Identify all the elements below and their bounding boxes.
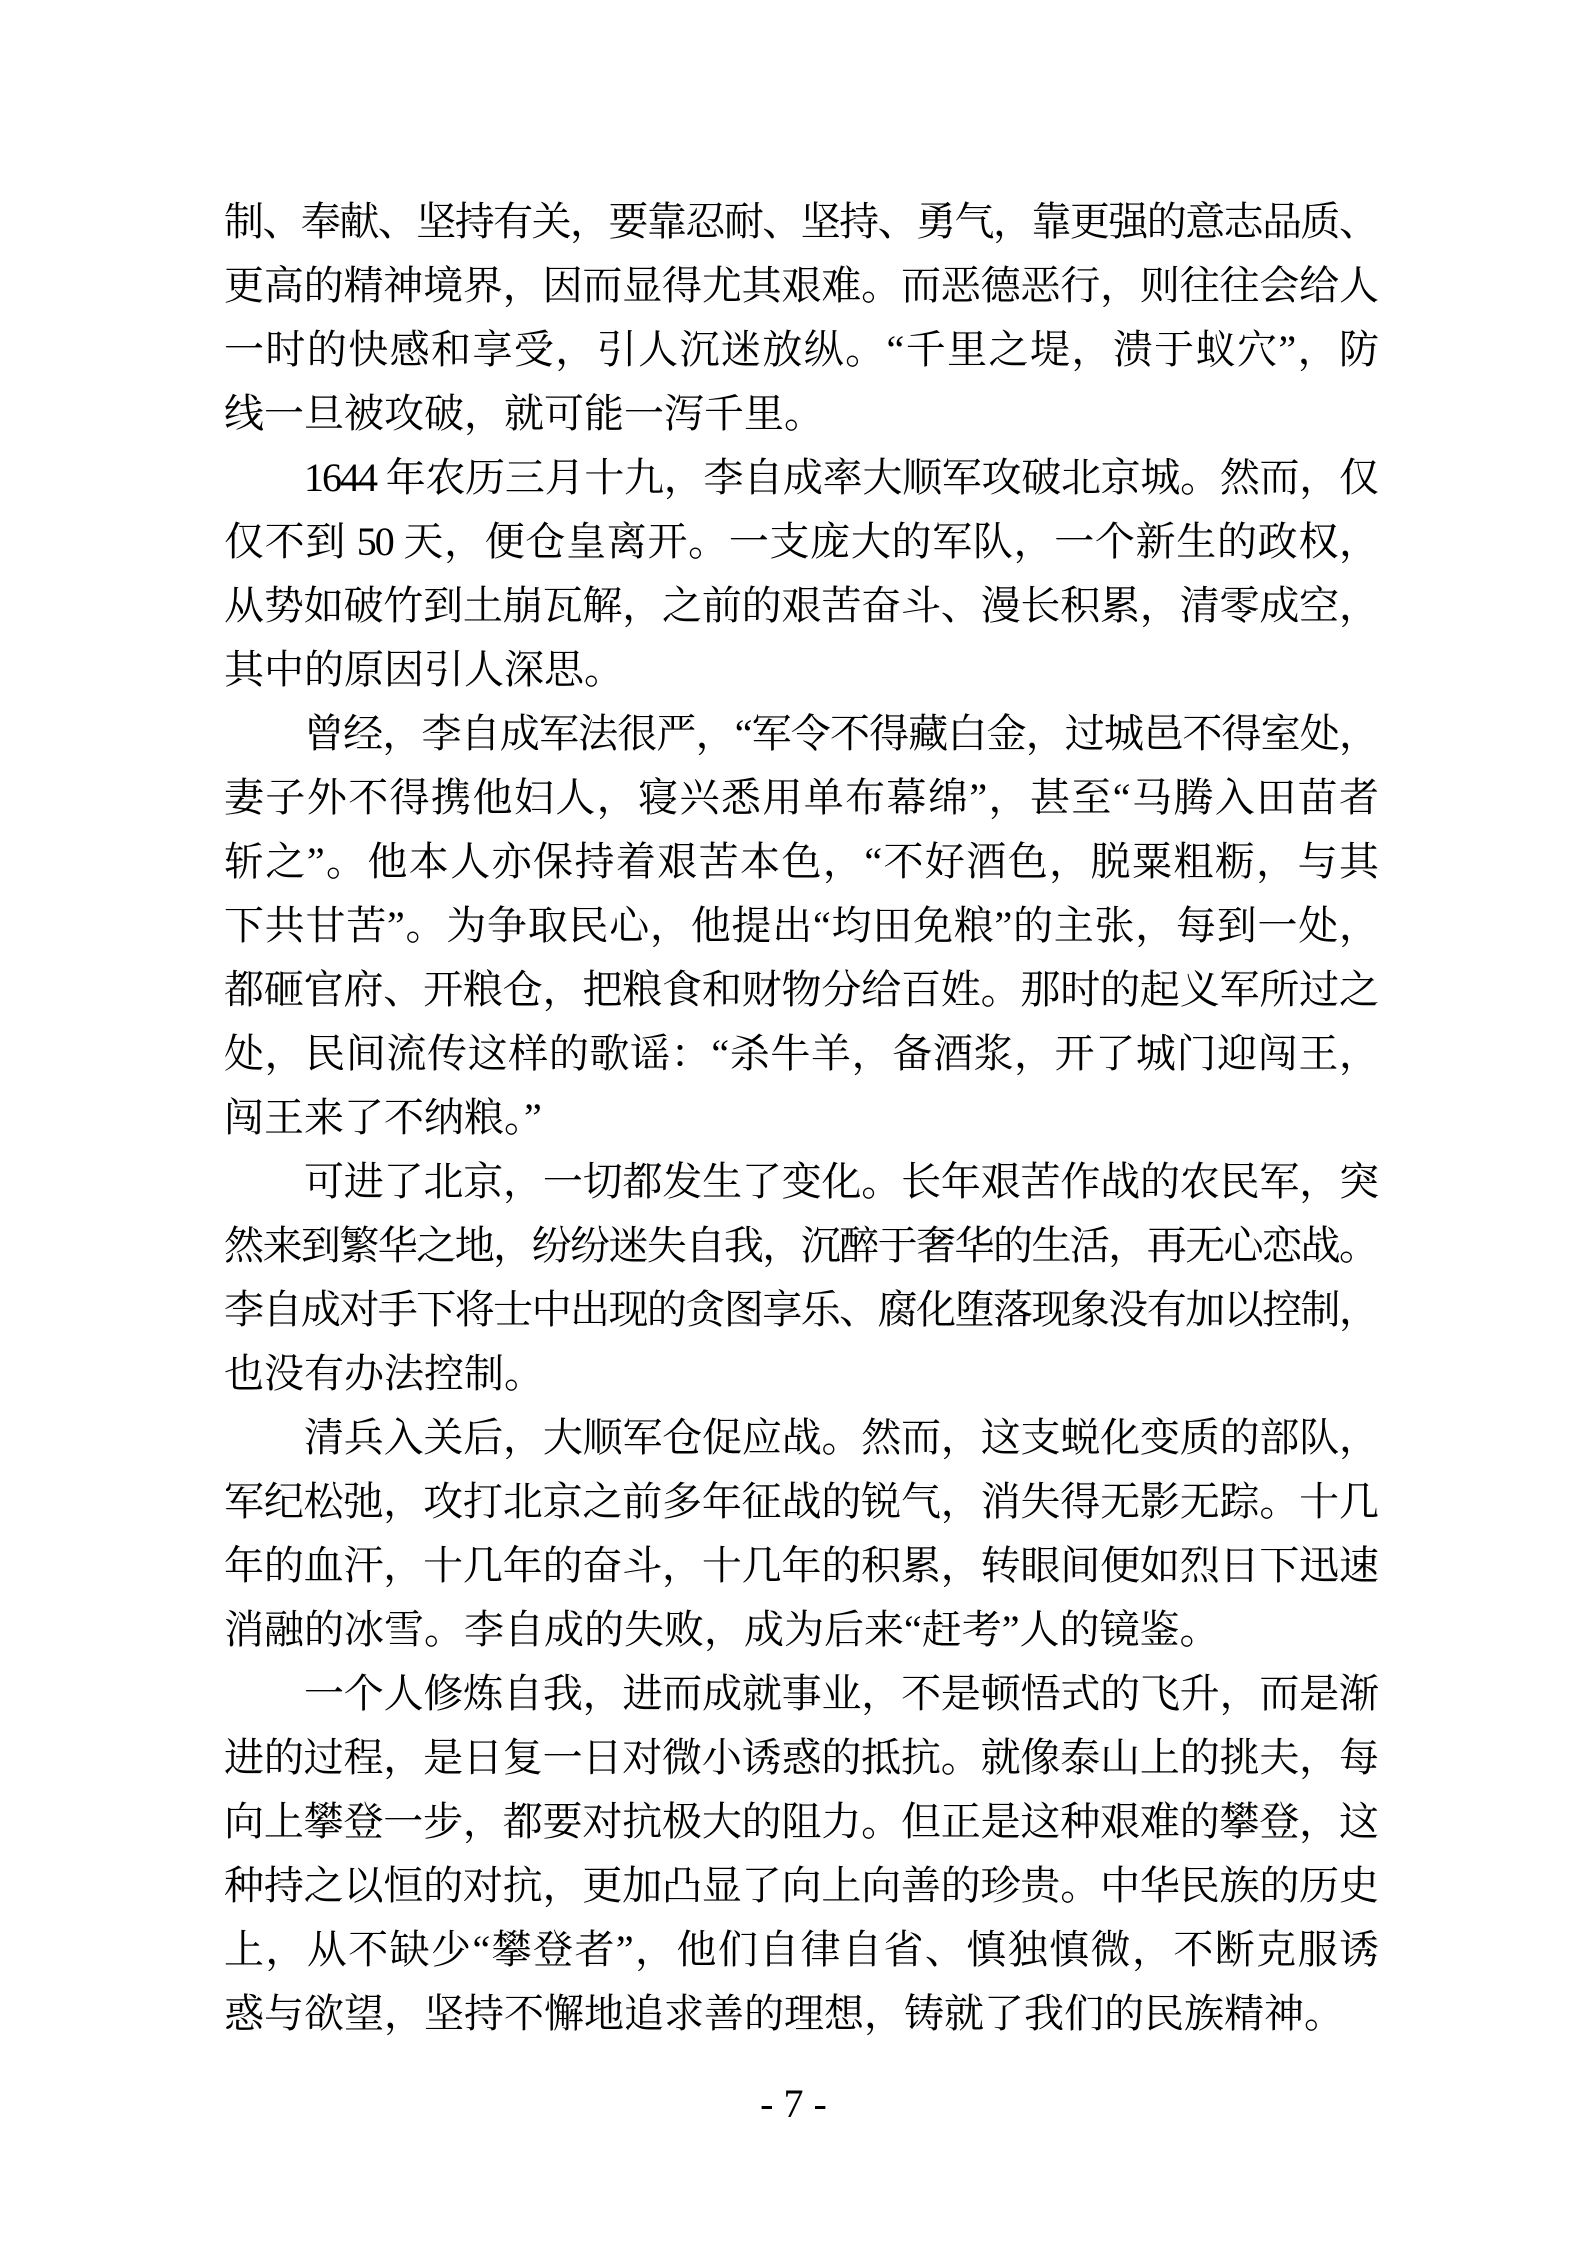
text-line: 仅不到 50 天，便仓皇离开。一支庞大的军队，一个新生的政权， <box>224 519 1377 564</box>
text-line: 一个人修炼自我，进而成就事业，不是顿悟式的飞升，而是渐 <box>304 1671 1377 1716</box>
document-body <box>224 190 1377 2046</box>
text-line: 闯王来了不纳粮。” <box>224 1095 542 1140</box>
text-line: 李自成对手下将士中出现的贪图享乐、腐化堕落现象没有加以控制， <box>224 1287 1377 1332</box>
text-line: 消融的冰雪。李自成的失败，成为后来“赶考”人的镜鉴。 <box>224 1607 1220 1652</box>
text-line: 其中的原因引人深思。 <box>224 647 624 692</box>
text-line: 一时的快感和享受，引人沉迷放纵。“千里之堤，溃于蚁穴”，防 <box>224 327 1377 372</box>
text-line: 制、奉献、坚持有关，要靠忍耐、坚持、勇气，靠更强的意志品质、 <box>224 199 1377 244</box>
text-line: 向上攀登一步，都要对抗极大的阻力。但正是这种艰难的攀登，这 <box>224 1799 1377 1844</box>
text-line: 从势如破竹到土崩瓦解，之前的艰苦奋斗、漫长积累，清零成空， <box>224 583 1377 628</box>
text-line: 也没有办法控制。 <box>224 1351 544 1396</box>
text-line: 更高的精神境界，因而显得尤其艰难。而恶德恶行，则往往会给人 <box>224 263 1377 308</box>
page-number: - 7 - <box>760 2081 827 2126</box>
text-line: 下共甘苦”。为争取民心，他提出“均田免粮”的主张，每到一处， <box>224 903 1377 948</box>
text-line: 军纪松弛，攻打北京之前多年征战的锐气，消失得无影无踪。十几 <box>224 1479 1377 1524</box>
text-line: 妻子外不得携他妇人，寝兴悉用单布幕绵”，甚至“马腾入田苗者 <box>224 775 1377 820</box>
text-line: 清兵入关后，大顺军仓促应战。然而，这支蜕化变质的部队， <box>304 1415 1377 1460</box>
text-line: 可进了北京，一切都发生了变化。长年艰苦作战的农民军，突 <box>304 1159 1377 1204</box>
text-line: 曾经，李自成军法很严，“军令不得藏白金，过城邑不得室处， <box>304 711 1377 756</box>
text-line: 斩之”。他本人亦保持着艰苦本色，“不好酒色，脱粟粗粝，与其 <box>224 839 1377 884</box>
text-line: 种持之以恒的对抗，更加凸显了向上向善的珍贵。中华民族的历史 <box>224 1863 1377 1908</box>
text-line: 然来到繁华之地，纷纷迷失自我，沉醉于奢华的生活，再无心恋战。 <box>224 1223 1377 1268</box>
text-line: 1644 年农历三月十九，李自成率大顺军攻破北京城。然而，仅 <box>304 455 1377 500</box>
text-line: 惑与欲望，坚持不懈地追求善的理想，铸就了我们的民族精神。 <box>224 1991 1344 2036</box>
text-line: 处，民间流传这样的歌谣：“杀牛羊，备酒浆，开了城门迎闯王， <box>224 1031 1377 1076</box>
text-line: 都砸官府、开粮仓，把粮食和财物分给百姓。那时的起义军所过之 <box>224 967 1377 1012</box>
text-line: 线一旦被攻破，就可能一泻千里。 <box>224 391 824 436</box>
text-line: 进的过程，是日复一日对微小诱惑的抵抗。就像泰山上的挑夫，每 <box>224 1735 1377 1780</box>
text-line: 年的血汗，十几年的奋斗，十几年的积累，转眼间便如烈日下迅速 <box>224 1543 1377 1588</box>
text-line: 上，从不缺少“攀登者”，他们自律自省、慎独慎微，不断克服诱 <box>224 1927 1377 1972</box>
